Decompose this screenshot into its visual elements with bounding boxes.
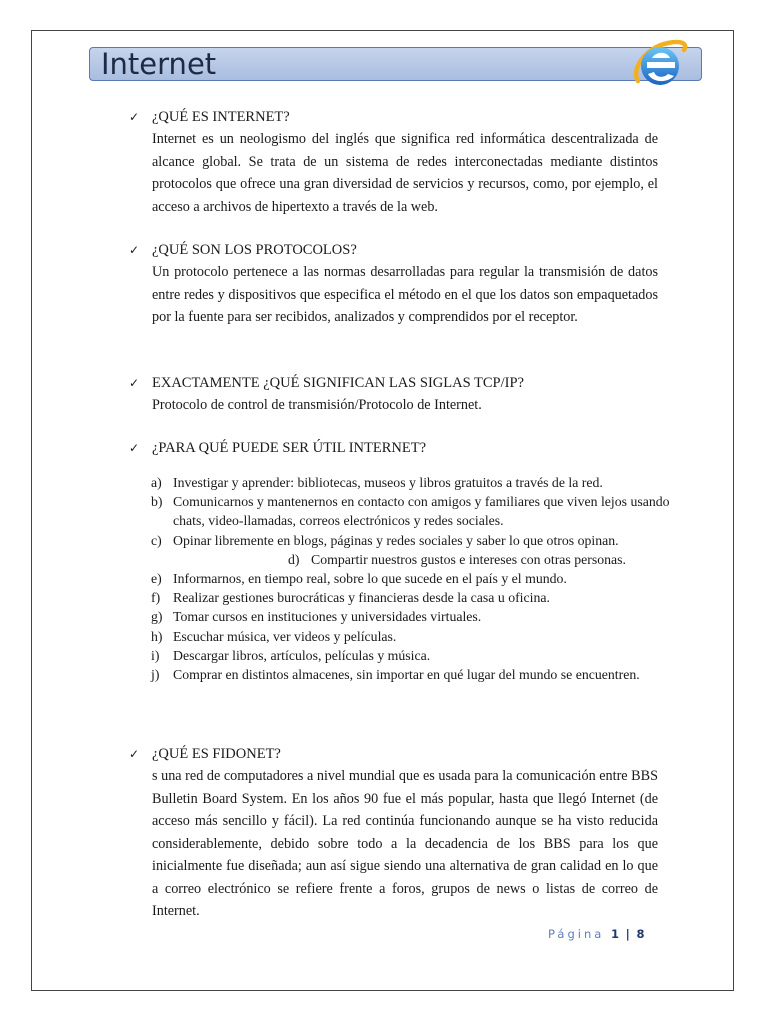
list-item: e) Informarnos, en tiempo real, sobre lo que sucede en el país y el mundo. [151, 571, 567, 587]
section-heading: ✓ ¿QUÉ ES FIDONET? [129, 743, 658, 765]
checkmark-icon: ✓ [129, 376, 140, 390]
uses-list [151, 473, 671, 684]
checkmark-icon: ✓ [129, 747, 140, 761]
page-total: 8 [636, 927, 645, 941]
section-body: s una red de computadores a nivel mundial que es usada para la comunicación entre BBS Bulletin Board System. En los años 90 fue el más popular, hasta que llegó Internet (de acceso más sencillo y fácil). La red continúa funcionando aunque se ha visto reducida considerablemente, debido sobre todo a la decadencia de los BBS para los que inicialmente fue diseñada; aun así sigue siendo una alternativa de gran calidad en lo que a correo electrónico se refiere frente a foros, grupos de news o listas de correo de Internet. [152, 768, 658, 919]
list-item: c) Opinar libremente en blogs, páginas y redes sociales y saber lo que otros opinan. [151, 532, 619, 548]
section-que-es-internet [129, 106, 658, 218]
section-protocolos [129, 239, 658, 329]
section-body: Protocolo de control de transmisión/Protocolo de Internet. [152, 397, 482, 413]
list-item: i) Descargar libros, artículos, películas y música. [151, 647, 431, 663]
list-item: a) Investigar y aprender: bibliotecas, museos y libros gratuitos a través de la red. [151, 475, 603, 490]
checkmark-icon: ✓ [129, 243, 140, 257]
section-heading: ✓ ¿PARA QUÉ PUEDE SER ÚTIL INTERNET? [129, 437, 426, 459]
section-body: Internet es un neologismo del inglés que significa red informática descentralizada de alcance global. Se trata de un sistema de redes interconectadas mediante distintos protocolos que ofrece una gran diversidad de servicios y recursos, como, por ejemplo, el acceso a archivos de hipertexto a través de la web. [152, 131, 658, 215]
page-separator: | [625, 927, 630, 941]
checkmark-icon: ✓ [129, 441, 140, 455]
list-item: b) Comunicarnos y mantenernos en contacto con amigos y familiares que viven lejos usando chats, video-llamadas, correos electrónicos y redes sociales. [151, 494, 670, 529]
section-fidonet [129, 743, 658, 923]
section-heading: ✓ EXACTAMENTE ¿QUÉ SIGNIFICAN LAS SIGLAS TCP/IP? [129, 372, 658, 394]
list-item: j) Comprar en distintos almacenes, sin importar en qué lugar del mundo se encuentren. [151, 667, 640, 683]
section-util-internet [129, 437, 426, 459]
section-tcp-ip [129, 372, 658, 417]
list-item: d) Compartir nuestros gustos e intereses con otras personas. [288, 551, 626, 567]
section-body: Un protocolo pertenece a las normas desarrolladas para regular la transmisión de datos entre redes y dispositivos que especifica el método en el que los datos son empaquetados por la fuente para ser recibidos, analizados y comprendidos por el receptor. [152, 264, 658, 325]
checkmark-icon: ✓ [129, 110, 140, 124]
list-item: f) Realizar gestiones burocráticas y financieras desde la casa u oficina. [151, 590, 550, 606]
footer-label: Página [548, 927, 605, 941]
page-title: Internet [101, 47, 217, 81]
internet-explorer-icon [630, 34, 690, 92]
section-heading: ✓ ¿QUÉ SON LOS PROTOCOLOS? [129, 239, 658, 261]
list-item: h) Escuchar música, ver videos y películas. [151, 628, 397, 644]
list-item: g) Tomar cursos en instituciones y universidades virtuales. [151, 609, 482, 625]
section-heading: ✓ ¿QUÉ ES INTERNET? [129, 106, 658, 128]
page-footer [548, 927, 645, 941]
page-number: 1 [610, 927, 619, 941]
